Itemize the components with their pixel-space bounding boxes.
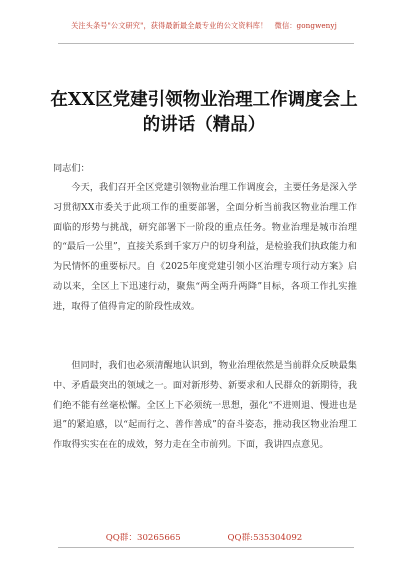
header-divider bbox=[58, 43, 354, 44]
body-paragraph-1: 今天，我们召开全区党建引领物业治理工作调度会，主要任务是深入学习贯彻XX市委关于此项工作的重要部署，全面分析当前我区物业治理工作面临的形势与挑战，研究部署下一阶段的重点任务。物业治理是城市治理的“最后一公里”，直接关系到千家万户的切身利益，是检验我们执政能力和为民情怀的重要标尺。自《2025年度党建引领小区治理专项行动方案》启动以来，全区上下迅速行动，聚焦“两全两升两降”目标，各项工作扎实推进，取得了值得肯定的阶段性成效。 bbox=[53, 182, 357, 312]
footer-qq-group-1: QQ群：30265665 bbox=[105, 533, 181, 543]
footer-qq-group-2: QQ群:535304092 bbox=[227, 533, 303, 543]
header-banner: 关注头条号"公文研究"，获得最新最全最专业的公文资料库！ 微信：gongwenyj bbox=[71, 21, 337, 30]
body-paragraph-2: 但同时，我们也必须清醒地认识到，物业治理依然是当前群众反映最集中、矛盾最突出的领域之一。面对新形势、新要求和人民群众的新期待，我们绝不能有丝毫松懈。全区上下必须统一思想，强化“不进则退、慢进也是退”的紧迫感，以“起而行之、善作善成”的奋斗姿态，推动我区物业治理工作取得实实在在的成效，努力走在全市前列。下面，我讲四点意见。 bbox=[53, 360, 357, 451]
footer-contact bbox=[0, 531, 408, 543]
salutation: 同志们： bbox=[53, 163, 90, 174]
footer-divider bbox=[58, 547, 354, 548]
document-title: 在XX区党建引领物业治理工作调度会上的讲话（精品） bbox=[50, 90, 358, 135]
